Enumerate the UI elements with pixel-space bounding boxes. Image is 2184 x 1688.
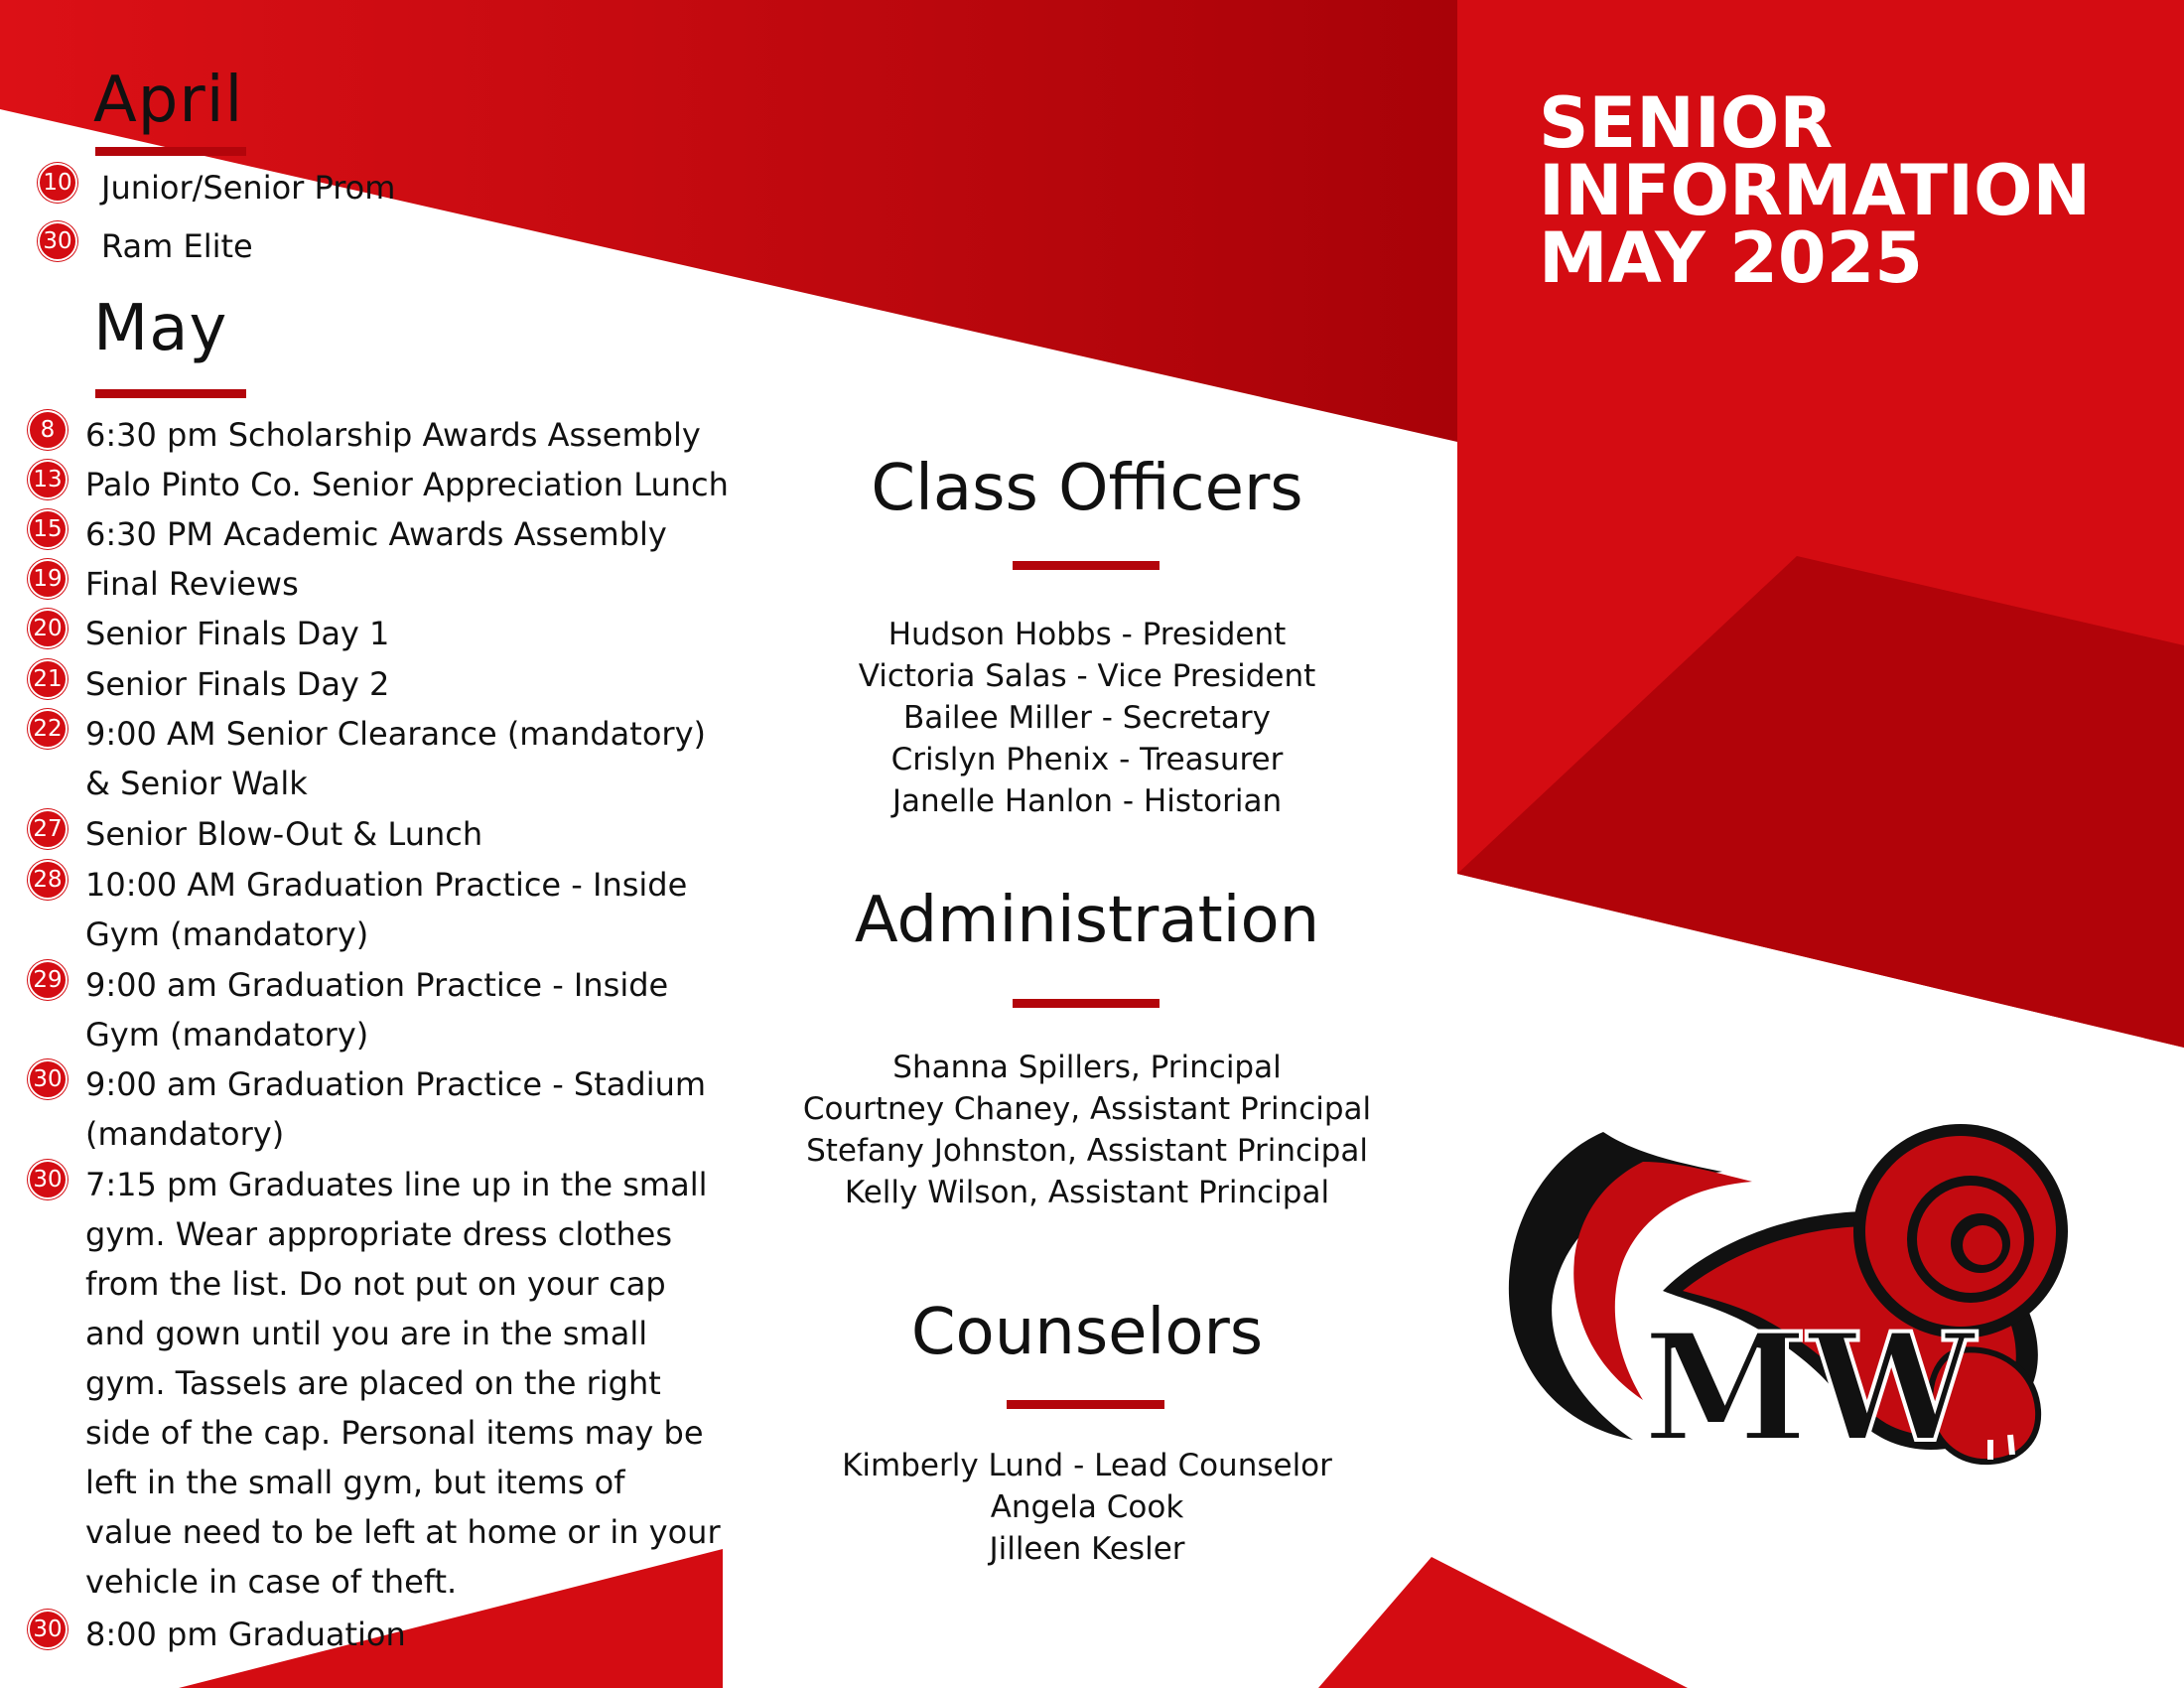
list-item: [28, 960, 701, 1059]
counselors-underline: [1007, 1400, 1164, 1409]
class-officers-underline: [1013, 561, 1160, 570]
date-badge: 29: [28, 960, 68, 1000]
date-badge: 21: [28, 659, 68, 699]
list-item: [38, 221, 253, 271]
administrator-item: Kelly Wilson, Assistant Principal: [844, 1175, 1330, 1210]
counselors-heading: Counselors: [910, 1296, 1264, 1369]
class-officers-heading: Class Officers: [871, 452, 1303, 525]
date-badge: 8: [28, 410, 68, 450]
administration-heading: Administration: [854, 884, 1320, 957]
event-text: 9:00 AM Senior Clearance (mandatory) & Senior Walk: [85, 715, 706, 802]
may-heading: May: [93, 292, 228, 365]
event-text: 9:00 am Graduation Practice - Stadium (mandatory): [85, 1065, 707, 1153]
date-badge: 30: [28, 1160, 68, 1199]
administrator-item: Shanna Spillers, Principal: [892, 1050, 1282, 1085]
list-item: [38, 163, 395, 212]
administration-underline: [1013, 999, 1160, 1008]
april-heading: April: [93, 64, 244, 137]
title-line-1: SENIOR: [1539, 82, 1834, 164]
event-text: 6:30 pm Scholarship Awards Assembly: [85, 416, 701, 454]
officer-item: Victoria Salas - Vice President: [858, 658, 1316, 694]
administrator-item: Courtney Chaney, Assistant Principal: [802, 1091, 1372, 1127]
event-text: Final Reviews: [85, 565, 299, 603]
list-item: [28, 1160, 721, 1607]
officer-item: Hudson Hobbs - President: [887, 617, 1287, 652]
list-item: [28, 809, 482, 859]
list-item: [28, 609, 389, 658]
title-line-3: MAY 2025: [1539, 217, 1924, 299]
may-underline: [95, 389, 246, 398]
officer-item: Crislyn Phenix - Treasurer: [890, 742, 1284, 777]
title-line-2: INFORMATION: [1539, 150, 2092, 231]
event-text: Senior Blow-Out & Lunch: [85, 815, 483, 853]
date-badge: 30: [38, 221, 77, 261]
counselor-item: Angela Cook: [990, 1489, 1184, 1525]
administrator-item: Stefany Johnston, Assistant Principal: [806, 1133, 1368, 1169]
counselor-item: Jilleen Kesler: [989, 1531, 1185, 1567]
list-item: [28, 860, 701, 959]
date-badge: 22: [28, 709, 68, 749]
date-badge: 19: [28, 559, 68, 599]
officer-item: Janelle Hanlon - Historian: [891, 783, 1283, 819]
list-item: [28, 1059, 721, 1159]
list-item: [28, 509, 667, 559]
date-badge: 28: [28, 860, 68, 900]
page-title: [1539, 82, 2092, 299]
date-badge: 13: [28, 460, 68, 499]
list-item: [28, 1610, 406, 1659]
april-underline: [95, 147, 246, 156]
counselors-list: [774, 1445, 1400, 1570]
date-badge: 30: [28, 1059, 68, 1099]
class-officers-list: [774, 614, 1400, 822]
list-item: [28, 460, 729, 509]
officer-item: Bailee Miller - Secretary: [903, 700, 1271, 736]
event-text: Senior Finals Day 1: [85, 615, 390, 652]
event-text: Palo Pinto Co. Senior Appreciation Lunch: [85, 466, 729, 503]
event-text: Junior/Senior Prom: [101, 169, 396, 207]
list-item: [28, 659, 389, 709]
ram-mascot-logo-icon: [1494, 1102, 2129, 1479]
list-item: [28, 410, 701, 460]
date-badge: 27: [28, 809, 68, 849]
event-text: 9:00 am Graduation Practice - Inside Gym (mandatory): [85, 966, 669, 1054]
event-text: 7:15 pm Graduates line up in the small gym. Wear appropriate dress clothes from the list. Do not put on your cap and gown until you are in the small gym. Tassels are placed on the right side of the cap. Personal items may be left in the small gym, but items of value need to be left at home or in your vehicle in case of theft.: [85, 1166, 721, 1601]
administration-list: [774, 1047, 1400, 1213]
list-item: [28, 709, 721, 808]
event-text: 8:00 pm Graduation: [85, 1616, 406, 1653]
counselor-item: Kimberly Lund - Lead Counselor: [842, 1448, 1332, 1483]
event-text: 10:00 AM Graduation Practice - Inside Gym (mandatory): [85, 866, 688, 953]
date-badge: 30: [28, 1610, 68, 1649]
list-item: [28, 559, 299, 609]
event-text: Senior Finals Day 2: [85, 665, 390, 703]
event-text: Ram Elite: [101, 227, 253, 265]
logo-letters: MW: [1643, 1301, 1976, 1476]
date-badge: 20: [28, 609, 68, 648]
date-badge: 10: [38, 163, 77, 203]
date-badge: 15: [28, 509, 68, 549]
event-text: 6:30 PM Academic Awards Assembly: [85, 515, 667, 553]
